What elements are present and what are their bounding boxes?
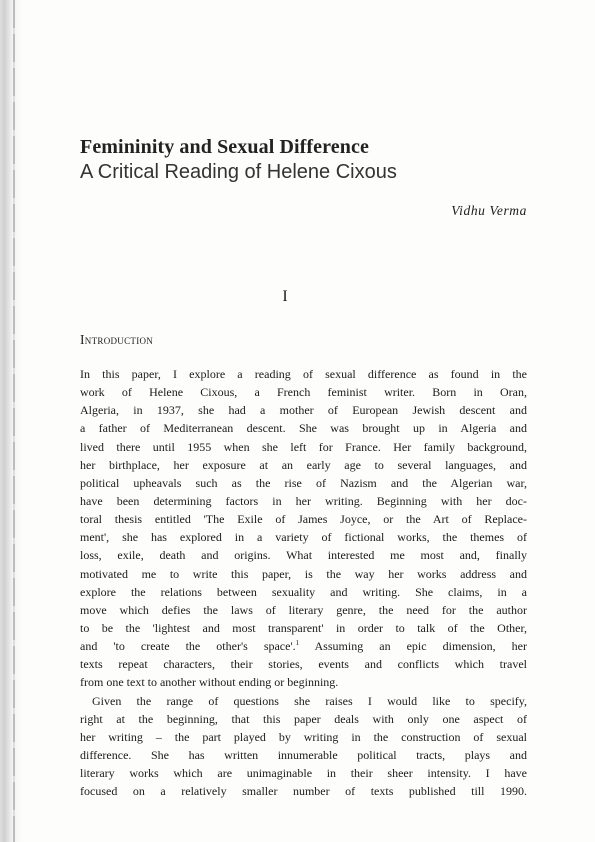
body-line: have been determining factors in her writing. Beginning with her doc- xyxy=(80,493,527,508)
body-line: toral thesis entitled 'The Exile of James Joyce, or the Art of Replace- xyxy=(80,512,527,527)
body-line: right at the beginning, that this paper deals with only one aspect of xyxy=(80,711,527,726)
body-line-with-footnote xyxy=(80,637,527,655)
scan-binding-edge xyxy=(0,0,22,842)
body-line: texts repeat characters, their stories, events and conflicts which travel xyxy=(80,657,527,672)
body-line: political upheavals such as the rise of Nazism and the Algerian war, xyxy=(80,475,527,490)
body-line: In this paper, I explore a reading of sexual difference as found in the xyxy=(80,367,527,381)
footnote-ref[interactable]: 1 xyxy=(295,639,300,648)
body-text xyxy=(80,365,527,800)
body-line: Algeria, in 1937, she had a mother of European Jewish descent and xyxy=(80,403,527,418)
body-line: difference. She has written innumerable political tracts, plays and xyxy=(80,747,527,762)
body-line-tail: Assuming an epic dimension, her xyxy=(299,639,527,654)
article-author: Vidhu Verma xyxy=(451,203,527,218)
scan-binding-line xyxy=(13,0,15,842)
body-line: lived there until 1955 when she left for France. Her family background, xyxy=(80,439,527,454)
article-subtitle: A Critical Reading of Helene Cixous xyxy=(80,161,397,183)
body-line: a father of Mediterranean descent. She was brought up in Algeria and xyxy=(80,421,527,436)
body-line: move which defies the laws of literary genre, the need for the author xyxy=(80,602,527,617)
section-number: I xyxy=(282,288,288,305)
body-line: literary works which are unimaginable in their sheer intensity. I have xyxy=(80,766,527,781)
section-heading: Introduction xyxy=(80,332,154,347)
body-line: from one text to another without ending or beginning. xyxy=(80,675,339,690)
body-line: motivated me to write this paper, is the way her works address and xyxy=(80,566,527,581)
body-line: focused on a relatively smaller number of texts published till 1990. xyxy=(80,784,527,799)
article-title: Femininity and Sexual Difference xyxy=(80,136,369,158)
body-line: her birthplace, her exposure at an early age to several languages, and xyxy=(80,457,527,472)
body-line: loss, exile, death and origins. What interested me most and, finally xyxy=(80,548,527,563)
body-line: to be the 'lightest and most transparent' in order to talk of the Other, xyxy=(80,620,527,635)
body-line-head: and 'to create the other's space'. xyxy=(80,639,296,654)
body-line: explore the relations between sexuality and writing. She claims, in a xyxy=(80,584,527,599)
body-line: ment', she has explored in a variety of fictional works, the themes of xyxy=(80,530,527,545)
body-line: work of Helene Cixous, a French feminist writer. Born in Oran, xyxy=(80,385,527,400)
body-line: Given the range of questions she raises I would like to specify, xyxy=(92,693,527,708)
body-line: her writing – the part played by writing in the construction of sexual xyxy=(80,729,527,744)
